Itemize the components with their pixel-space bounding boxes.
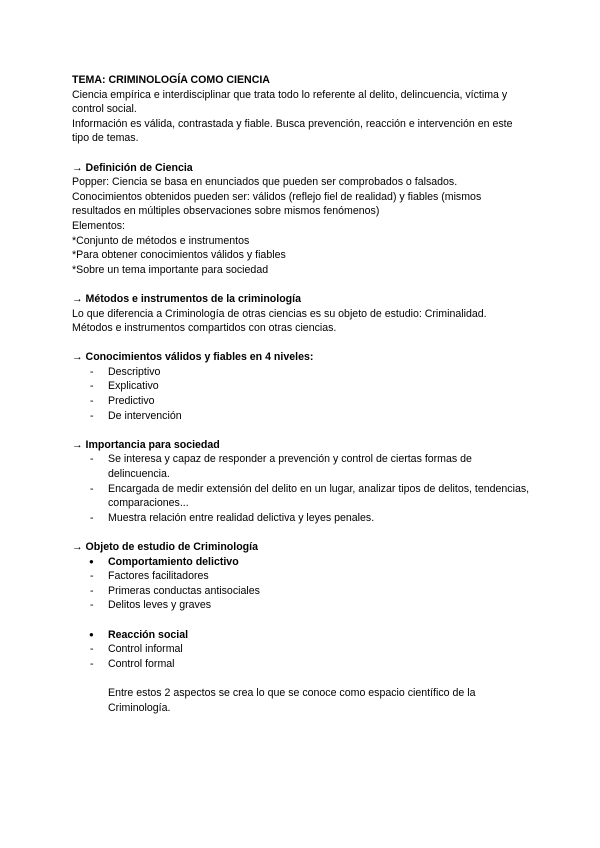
list-item: - Muestra relación entre realidad delictiva y leyes penales. (72, 511, 532, 526)
spacer (72, 277, 532, 292)
list-item: - Delitos leves y graves (72, 598, 532, 613)
list-item: - Explicativo (72, 379, 532, 394)
section-heading-niveles: → Conocimientos válidos y fiables en 4 niveles: (72, 351, 314, 364)
list-item: - Encargada de medir extensión del delito en un lugar, analizar tipos de delitos, tendencias, comparaciones... (72, 482, 532, 511)
spacer (72, 525, 532, 540)
definicion-line: *Sobre un tema importante para sociedad (72, 263, 269, 276)
spacer (72, 613, 532, 628)
niveles-list (72, 365, 532, 423)
intro-paragraph-2: Información es válida, contrastada y fiable. Busca prevención, reacción e intervención en este tipo de temas. (72, 117, 513, 145)
intro-paragraph-1: Ciencia empírica e interdisciplinar que trata todo lo referente al delito, delincuencia, víctima y control social. (72, 88, 508, 116)
list-item: - Predictivo (72, 394, 532, 409)
list-item: - Descriptivo (72, 365, 532, 380)
definicion-line: Elementos: (72, 219, 125, 232)
spacer (72, 423, 532, 438)
definicion-line: Popper: Ciencia se basa en enunciados que pueden ser comprobados o falsados. (72, 176, 458, 189)
list-item: - De intervención (72, 409, 532, 424)
metodos-line: Lo que diferencia a Criminología de otras ciencias es su objeto de estudio: Criminalidad. (72, 307, 487, 320)
subsection-reaccion-social: ● Reacción social (72, 628, 532, 643)
section-heading-objeto: → Objeto de estudio de Criminología (72, 541, 258, 553)
section-heading-importancia: → Importancia para sociedad (72, 438, 220, 451)
document-page (72, 73, 532, 715)
spacer (72, 146, 532, 161)
spacer (72, 671, 532, 686)
section-heading-metodos: → Métodos e instrumentos de la criminología (72, 292, 301, 305)
spacer (72, 336, 532, 351)
importancia-list (72, 452, 532, 525)
list-item: - Control formal (72, 657, 532, 672)
list-item: - Factores facilitadores (72, 569, 532, 584)
definicion-line: *Para obtener conocimientos válidos y fiables (72, 249, 286, 262)
subsection-comportamiento-delictivo: ● Comportamiento delictivo (72, 555, 532, 570)
comportamiento-list (72, 569, 532, 613)
list-item: - Se interesa y capaz de responder a prevención y control de ciertas formas de delincuencia. (72, 452, 532, 481)
list-item: - Primeras conductas antisociales (72, 584, 532, 599)
closing-paragraph: Entre estos 2 aspectos se crea lo que se conoce como espacio científico de la Criminología. (108, 686, 476, 714)
metodos-line: Métodos e instrumentos compartidos con otras ciencias. (72, 322, 337, 335)
definicion-line: Conocimientos obtenidos pueden ser: válidos (reflejo fiel de realidad) y fiables (mismos resultados en múltiples observaciones sobre mismos fenómenos) (72, 190, 482, 218)
section-heading-definicion: → Definición de Ciencia (72, 161, 193, 174)
list-item: - Control informal (72, 642, 532, 657)
definicion-line: *Conjunto de métodos e instrumentos (72, 234, 250, 247)
document-title: TEMA: CRIMINOLOGÍA COMO CIENCIA (72, 74, 270, 86)
reaccion-list (72, 642, 532, 671)
